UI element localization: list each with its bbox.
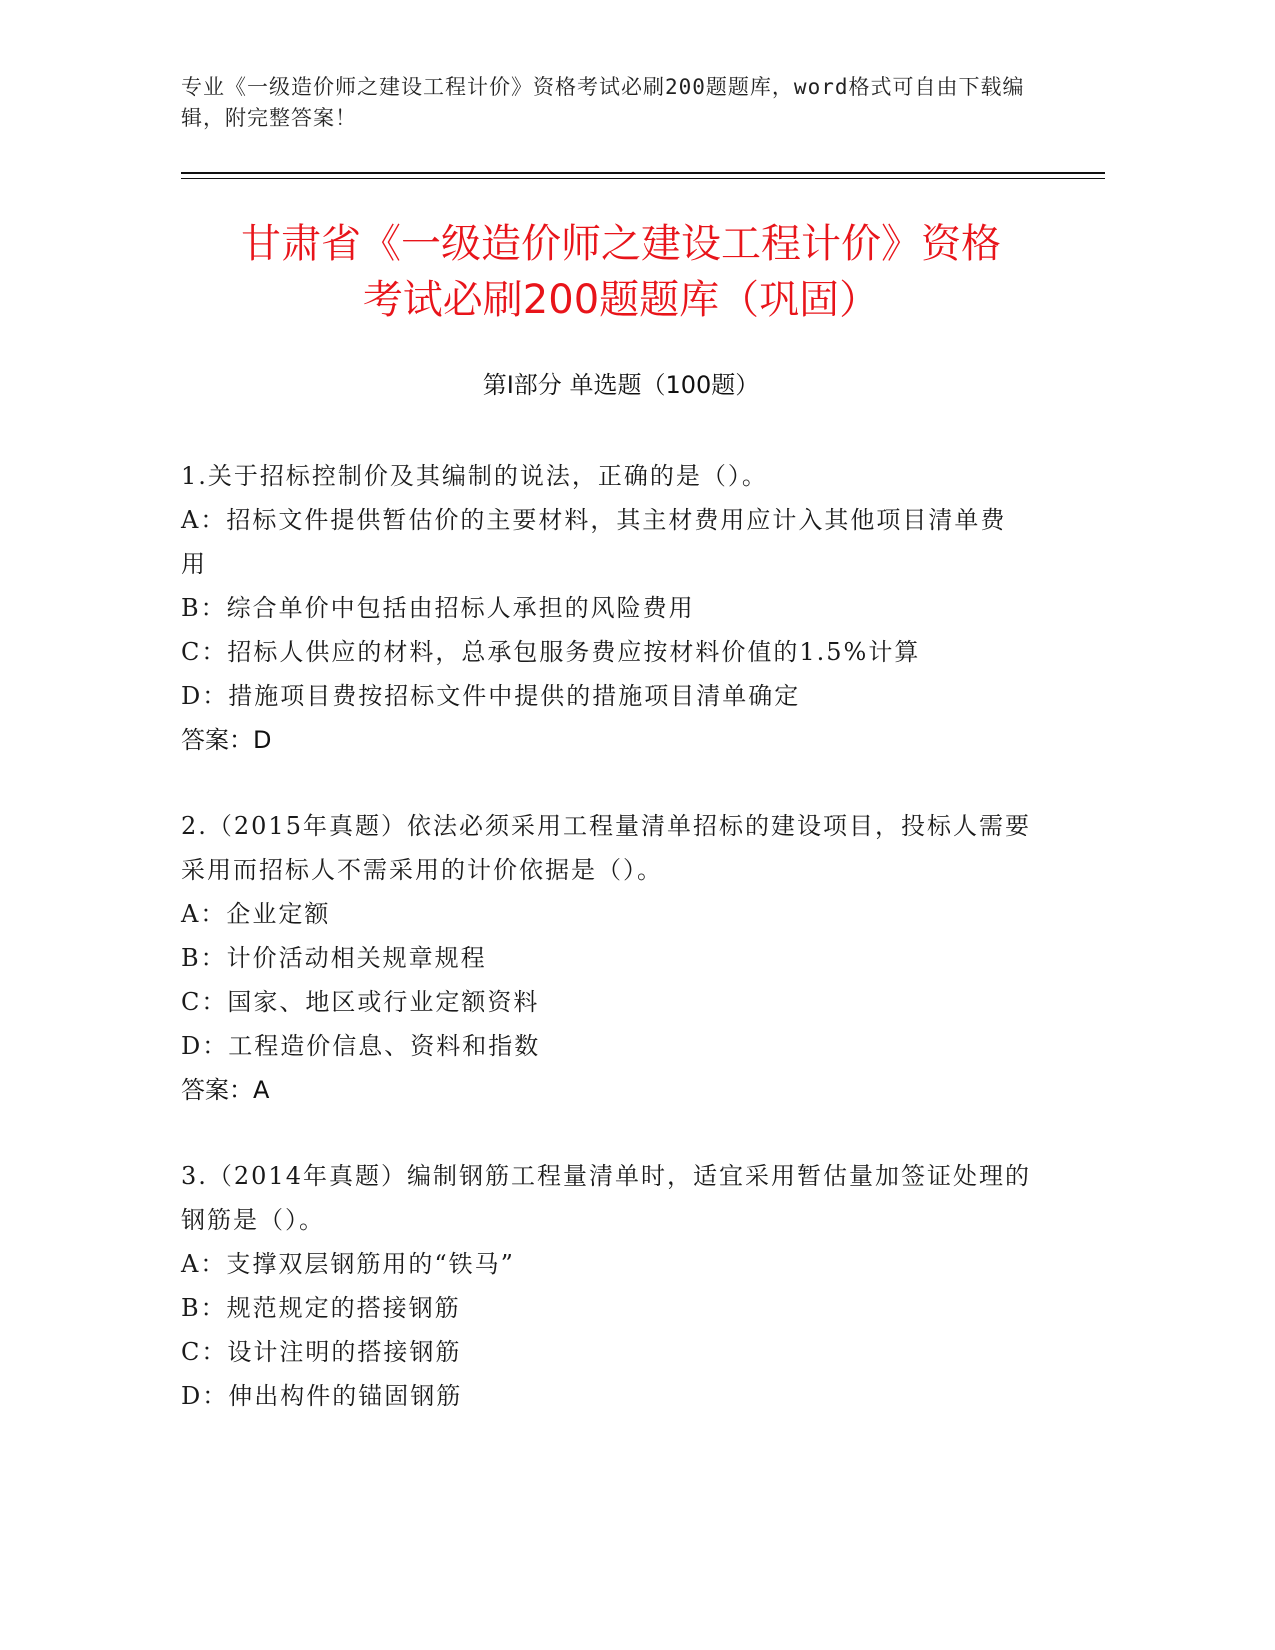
question-stem: 1.关于招标控制价及其编制的说法，正确的是（）。 xyxy=(181,462,768,490)
document-title-line-1: 甘肃省《一级造价师之建设工程计价》资格 xyxy=(241,221,1001,267)
option-b: B：计价活动相关规章规程 xyxy=(181,944,487,972)
question-list xyxy=(181,454,1031,1460)
option-d: D：措施项目费按招标文件中提供的措施项目清单确定 xyxy=(181,682,801,710)
answer: 答案：A xyxy=(181,1076,270,1104)
document-title xyxy=(181,216,1061,328)
option-d: D：工程造价信息、资料和指数 xyxy=(181,1032,541,1060)
header-divider-thin xyxy=(181,178,1105,179)
document-title-line-2: 考试必刷200题题库（巩固） xyxy=(362,277,880,323)
option-c: C：招标人供应的材料，总承包服务费应按材料价值的1.5%计算 xyxy=(181,638,921,666)
option-a: A：支撑双层钢筋用的“铁马” xyxy=(181,1250,515,1278)
option-c: C：国家、地区或行业定额资料 xyxy=(181,988,540,1016)
option-b: B：综合单价中包括由招标人承担的风险费用 xyxy=(181,594,695,622)
question-stem: 3.（2014年真题）编制钢筋工程量清单时，适宜采用暂估量加签证处理的钢筋是（）。 xyxy=(181,1162,1031,1234)
question-2 xyxy=(181,804,1031,1112)
answer: 答案：D xyxy=(181,726,272,754)
header-note: 专业《一级造价师之建设工程计价》资格考试必刷200题题库，word格式可自由下载编辑，附完整答案！ xyxy=(181,75,1025,130)
question-1 xyxy=(181,454,1031,762)
header-divider-thick xyxy=(181,172,1105,174)
section-title: 第I部分 单选题（100题） xyxy=(482,371,760,399)
option-d: D：伸出构件的锚固钢筋 xyxy=(181,1382,463,1410)
option-b: B：规范规定的搭接钢筋 xyxy=(181,1294,461,1322)
question-3 xyxy=(181,1154,1031,1418)
option-a: A：企业定额 xyxy=(181,900,331,928)
question-stem: 2.（2015年真题）依法必须采用工程量清单招标的建设项目，投标人需要采用而招标人不需采用的计价依据是（）。 xyxy=(181,812,1031,884)
option-c: C：设计注明的搭接钢筋 xyxy=(181,1338,462,1366)
option-a: A：招标文件提供暂估价的主要材料，其主材费用应计入其他项目清单费用 xyxy=(181,506,1007,578)
